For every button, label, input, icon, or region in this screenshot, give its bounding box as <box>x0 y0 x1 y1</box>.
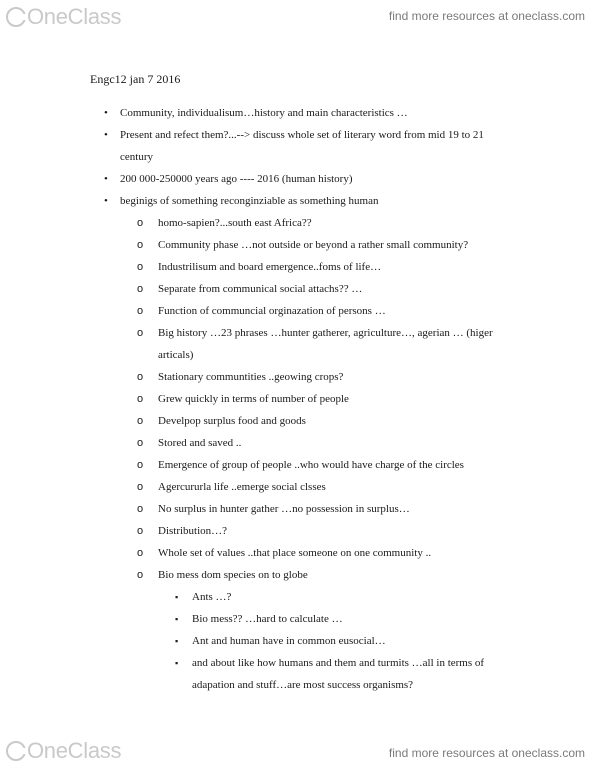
bullet-icon: • <box>104 129 108 141</box>
list-item <box>0 300 595 322</box>
list-item-text: beginigs of something reconginziable as something human <box>120 195 379 207</box>
list-item <box>0 168 595 190</box>
list-item <box>0 212 595 234</box>
bullet-icon: o <box>137 305 144 317</box>
list-item <box>0 234 595 256</box>
list-item <box>0 432 595 454</box>
list-item <box>0 630 595 652</box>
list-item <box>0 542 595 564</box>
list-item-text: Community, individualisum…history and main characteristics … <box>120 107 408 119</box>
list-item <box>0 410 595 432</box>
list-item-text: homo-sapien?...south east Africa?? <box>158 217 312 229</box>
list-item-text: Distribution…? <box>158 525 228 537</box>
find-more-link[interactable]: find more resources at oneclass.com <box>388 9 585 23</box>
bullet-icon: o <box>137 547 144 559</box>
list-item <box>0 256 595 278</box>
document-title: Engc12 jan 7 2016 <box>90 72 181 86</box>
list-item <box>0 124 595 168</box>
page-header <box>0 0 595 36</box>
bullet-icon: ▪ <box>175 636 179 646</box>
list-item <box>0 652 595 696</box>
bullet-icon: o <box>137 503 144 515</box>
list-item <box>0 102 595 124</box>
list-item <box>0 476 595 498</box>
list-item-text: Function of communcial orginazation of persons … <box>158 305 386 317</box>
list-item-text: Grew quickly in terms of number of people <box>158 393 349 405</box>
logo-ring-icon <box>6 741 26 761</box>
list-item-text: and about like how humans and them and turmits …all in terms of adapation and stuff…are most success organisms? <box>192 657 485 691</box>
list-item <box>0 190 595 212</box>
list-item-text: Bio mess?? …hard to calculate … <box>192 613 343 625</box>
list-item-text: Agercururla life ..emerge social clsses <box>158 481 326 493</box>
find-more-link[interactable]: find more resources at oneclass.com <box>388 746 585 760</box>
list-item-text: Big history …23 phrases …hunter gatherer, agriculture…, agerian … (higer articals) <box>158 327 493 361</box>
page-footer <box>0 736 595 770</box>
bullet-icon: o <box>137 327 144 339</box>
list-item-text: Separate from communical social attachs?? … <box>158 283 363 295</box>
bullet-icon: • <box>104 173 108 185</box>
bullet-icon: o <box>137 283 144 295</box>
bullet-icon: o <box>137 239 144 251</box>
list-item <box>0 608 595 630</box>
bullet-icon: ▪ <box>175 614 179 624</box>
list-item-text: Industrilisum and board emergence..foms of life… <box>158 261 382 273</box>
list-item <box>0 388 595 410</box>
bullet-icon: ▪ <box>175 592 179 602</box>
list-item-text: Bio mess dom species on to globe <box>158 569 308 581</box>
list-item <box>0 454 595 476</box>
bullet-icon: • <box>104 107 108 119</box>
list-item-text: No surplus in hunter gather …no possession in surplus… <box>158 503 410 515</box>
bullet-icon: • <box>104 195 108 207</box>
list-item <box>0 564 595 586</box>
logo-text: OneClass <box>27 4 122 29</box>
oneclass-logo[interactable] <box>6 4 121 30</box>
list-item-text: Emergence of group of people ..who would have charge of the circles <box>158 459 464 471</box>
bullet-icon: o <box>137 481 144 493</box>
list-item-text: Whole set of values ..that place someone on one community .. <box>158 547 432 559</box>
bullet-icon: o <box>137 437 144 449</box>
bullet-icon: o <box>137 415 144 427</box>
list-item-text: Community phase …not outside or beyond a rather small community? <box>158 239 469 251</box>
list-item <box>0 520 595 542</box>
oneclass-logo[interactable] <box>6 738 121 764</box>
list-item <box>0 366 595 388</box>
list-item-text: Stored and saved .. <box>158 437 242 449</box>
notes-list <box>0 102 595 696</box>
list-item <box>0 278 595 300</box>
list-item-text: 200 000-250000 years ago ---- 2016 (human history) <box>120 173 353 185</box>
logo-ring-icon <box>6 7 26 27</box>
logo-text: OneClass <box>27 738 122 763</box>
bullet-icon: o <box>137 371 144 383</box>
list-item <box>0 586 595 608</box>
bullet-icon: o <box>137 569 144 581</box>
bullet-icon: o <box>137 393 144 405</box>
bullet-icon: o <box>137 459 144 471</box>
bullet-icon: o <box>137 525 144 537</box>
list-item-text: Ants …? <box>192 591 232 603</box>
list-item-text: Stationary communtities ..geowing crops? <box>158 371 344 383</box>
bullet-icon: o <box>137 261 144 273</box>
list-item-text: Develpop surplus food and goods <box>158 415 306 427</box>
bullet-icon: ▪ <box>175 658 179 668</box>
list-item-text: Ant and human have in common eusocial… <box>192 635 386 647</box>
list-item <box>0 322 595 366</box>
list-item-text: Present and refect them?...--> discuss whole set of literary word from mid 19 to 21 century <box>120 129 484 163</box>
list-item <box>0 498 595 520</box>
bullet-icon: o <box>137 217 144 229</box>
